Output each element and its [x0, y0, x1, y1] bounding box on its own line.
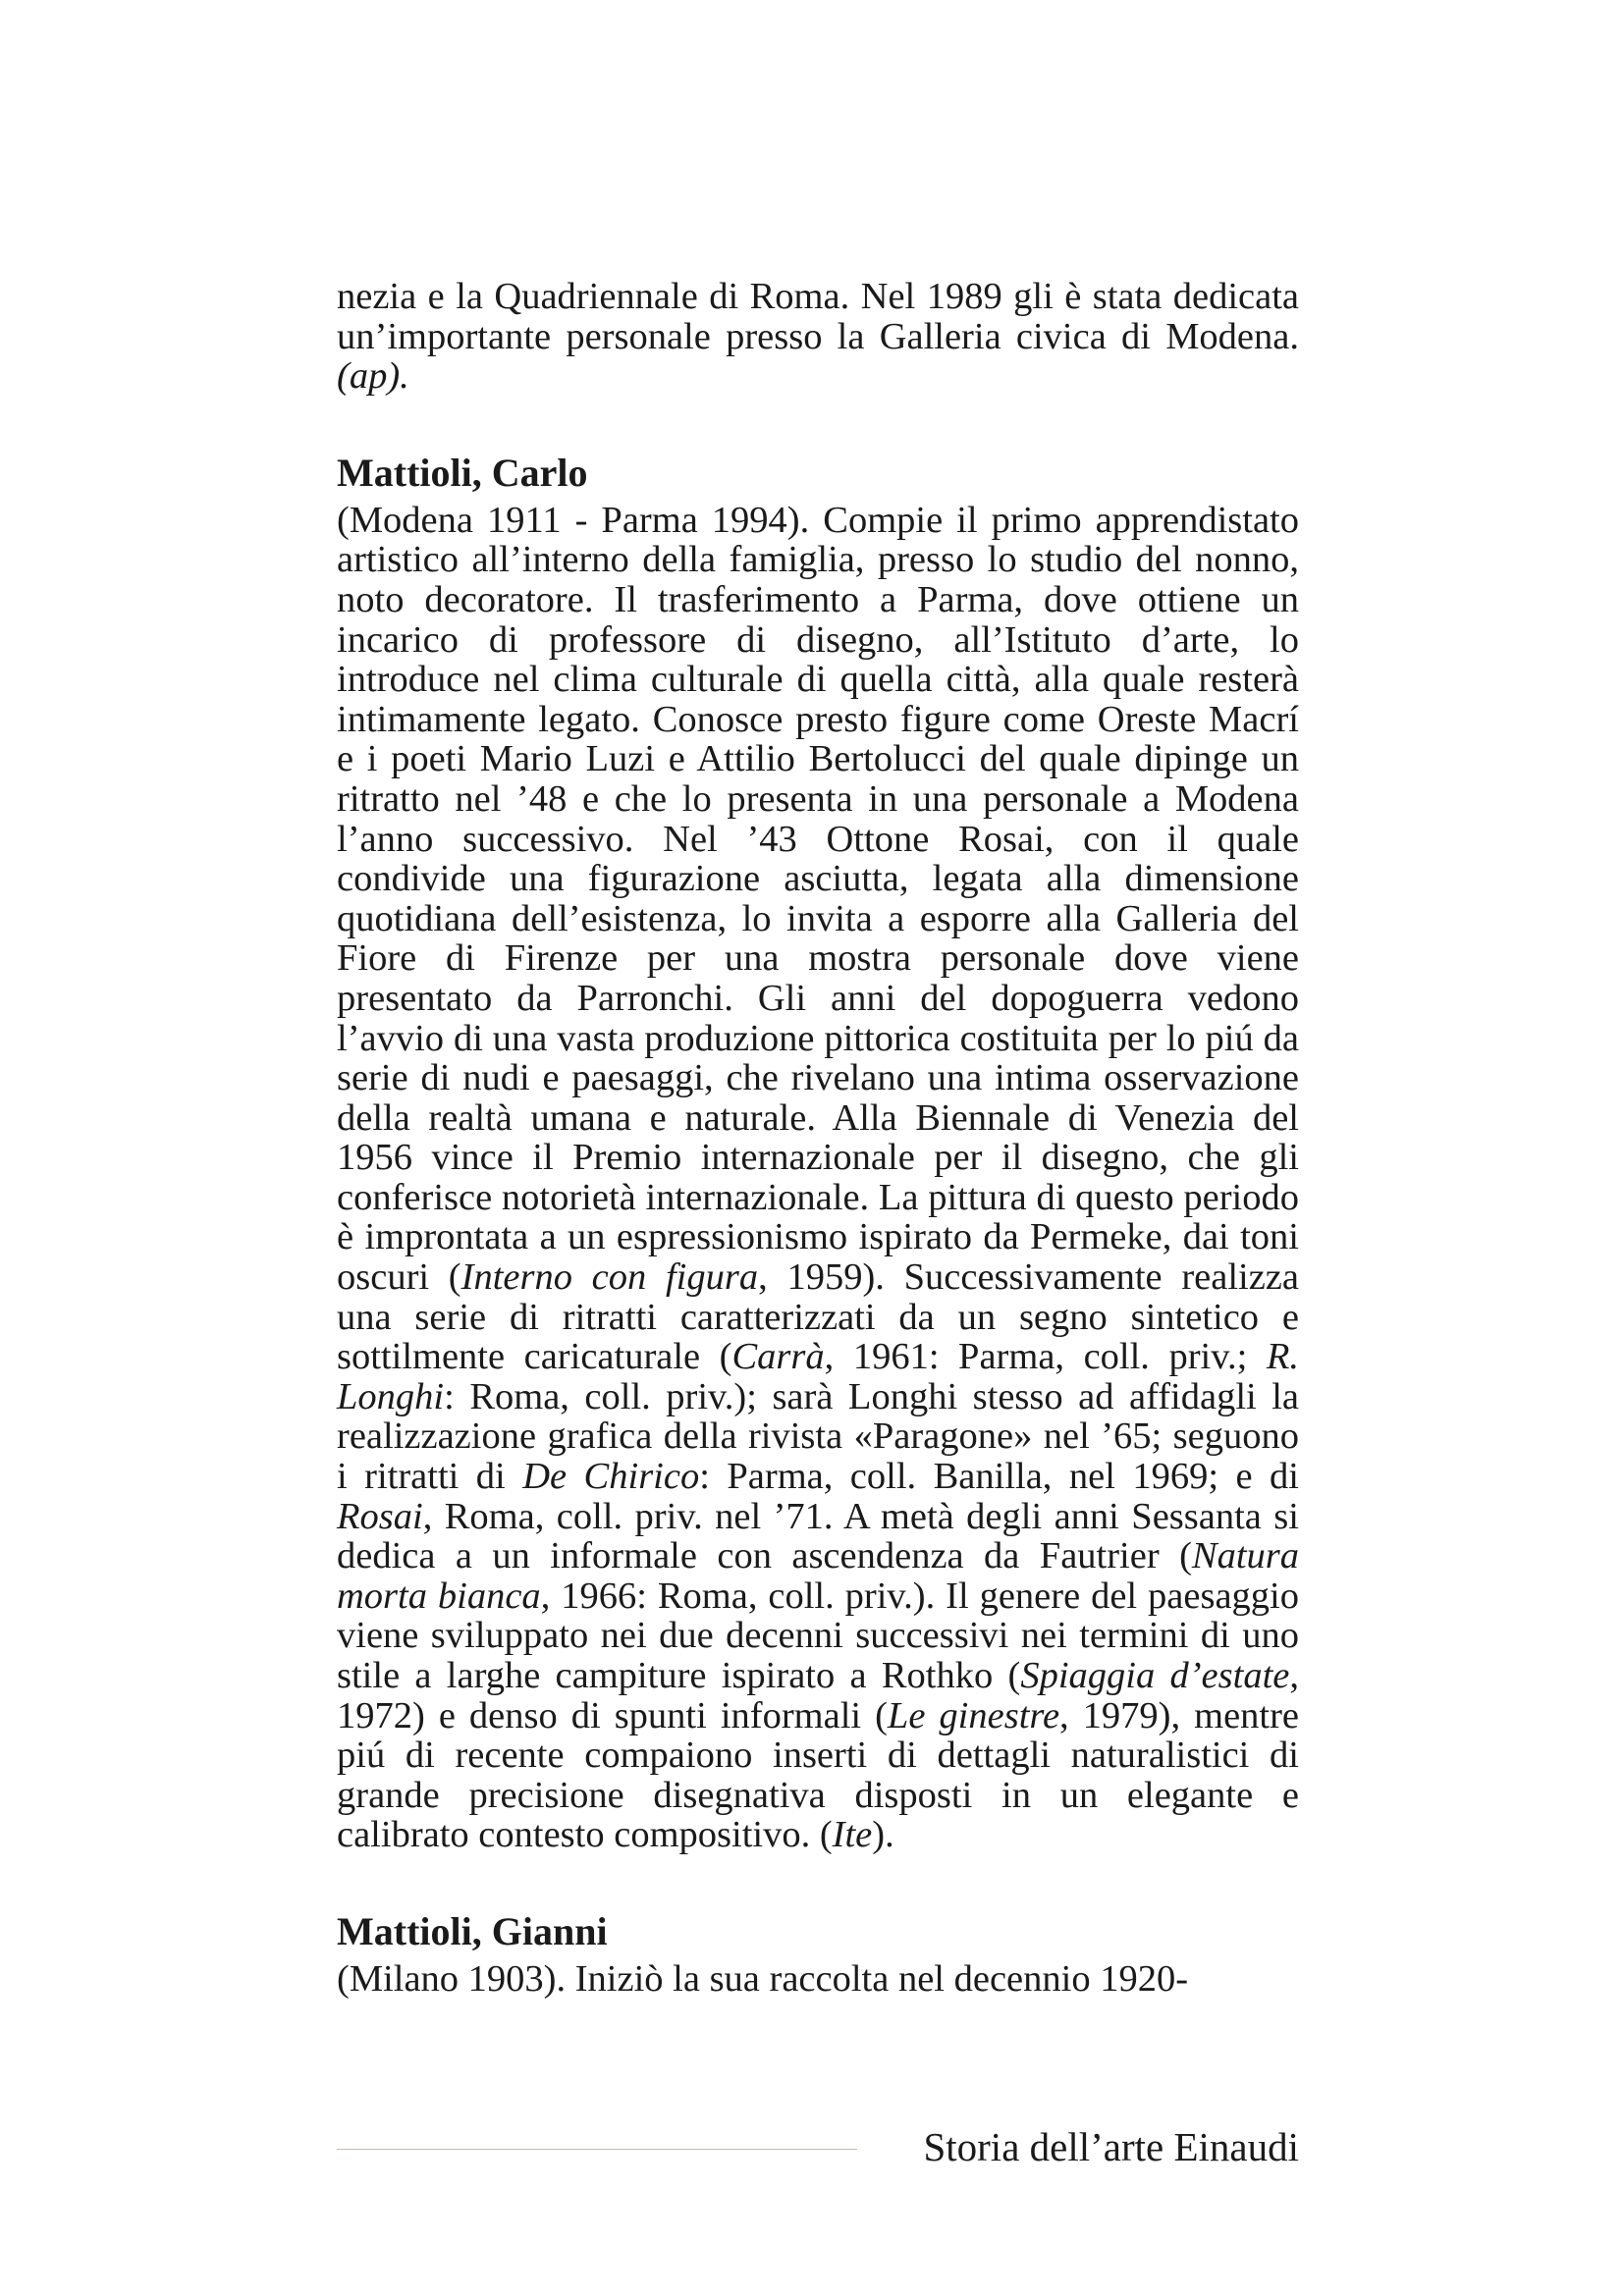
body-segment: , Roma, coll. priv. nel ’71. A metà degli anni Sessanta si dedica a un informale con ascendenza da Fautrier ( — [337, 1495, 1299, 1577]
body-segment: (Milano 1903). Iniziò la sua raccolta nel decennio 1920- — [337, 1957, 1189, 2000]
body-segment-italic: Ite — [832, 1814, 873, 1856]
body-segment: : Parma, coll. Banilla, nel 1969; e di — [699, 1456, 1299, 1498]
entry-body — [337, 1959, 1299, 2000]
entry-gianni-mattioli — [337, 1904, 1299, 2000]
continuation-text: nezia e la Quadriennale di Roma. Nel 1989 gli è stata dedicata un’importante personale presso la Galleria civica di Modena. — [337, 276, 1299, 357]
body-segment: (Modena 1911 - Parma 1994). Compie il primo apprendistato artistico all’interno della famiglia, presso lo studio del nonno, noto decoratore. Il trasferimento a Parma, dove ottiene un incarico di professore di disegno, all’Istituto d’arte, lo introduce nel clima culturale di quella città, alla quale resterà intimamente legato. Conosce presto figure come Oreste Macrí e i poeti Mario Luzi e Attilio Bertolucci del quale dipinge un ritratto nel ’48 e che lo presenta in una personale a Modena l’anno successivo. Nel ’43 Ottone Rosai, con il quale condivide una figurazione asciutta, legata alla dimensione quotidiana dell’esistenza, lo invita a esporre alla Galleria del Fiore di Firenze per una mostra personale dove viene presentato da Parronchi. Gli anni del dopoguerra vedono l’avvio di una vasta produzione pittorica costituita per lo piú da serie di nudi e paesaggi, che rivelano una intima osservazione della realtà umana e naturale. Alla Biennale di Venezia del 1956 vince il Premio internazionale per il disegno, che gli conferisce notorietà internazionale. La pittura di questo periodo è improntata a un espressionismo ispirato da Permeke, dai toni oscuri ( — [337, 499, 1299, 1299]
entry-carlo-mattioli — [337, 446, 1299, 1855]
author-signature: (ap). — [337, 355, 409, 398]
body-segment: , 1966: Roma, coll. priv.). Il genere del paesaggio viene sviluppato nei due decenni successivi nei termini di uno stile a larghe campiture ispirato a Rothko ( — [337, 1575, 1299, 1696]
entry-heading: Mattioli, Carlo — [337, 450, 588, 495]
footer-rule — [337, 2149, 857, 2150]
footer-title: Storia dell’arte Einaudi — [923, 2124, 1299, 2169]
page-footer — [337, 2122, 1299, 2171]
body-segment-italic: Le ginestre — [887, 1694, 1060, 1736]
body-segment: , 1961: Parma, coll. priv.; — [824, 1336, 1267, 1378]
body-segment-italic: Rosai — [337, 1495, 423, 1537]
body-segment: , 1959). Successivamente realizza una serie di ritratti caratterizzati da un segno sintetico e sottilmente caricaturale ( — [337, 1256, 1299, 1378]
body-segment-italic: Spiaggia d’estate — [1020, 1655, 1290, 1696]
body-segment: , 1979), mentre piú di recente compaiono inserti di dettagli naturalistici di grande precisione disegnativa disposti in un elegante e calibrato contesto compositivo. ( — [337, 1694, 1300, 1856]
entry-heading: Mattioli, Gianni — [337, 1908, 608, 1953]
body-segment-italic: De Chirico — [522, 1456, 700, 1498]
body-segment: , 1972) e denso di spunti informali ( — [337, 1655, 1299, 1736]
body-segment-italic: R. Longhi — [337, 1336, 1299, 1417]
entry-body — [337, 501, 1299, 1855]
page-content — [337, 277, 1299, 2000]
body-segment: ). — [872, 1814, 894, 1856]
body-segment-italic: Carrà — [731, 1336, 825, 1378]
continuation-paragraph — [337, 277, 1299, 397]
body-segment-italic: Natura morta bianca — [337, 1535, 1299, 1617]
body-segment: : Roma, coll. priv.); sarà Longhi stesso ad affidagli la realizzazione grafica della rivista «Paragone» nel ’65; seguono i ritratti di — [337, 1375, 1299, 1498]
body-segment-italic: Interno con figura — [460, 1256, 759, 1299]
